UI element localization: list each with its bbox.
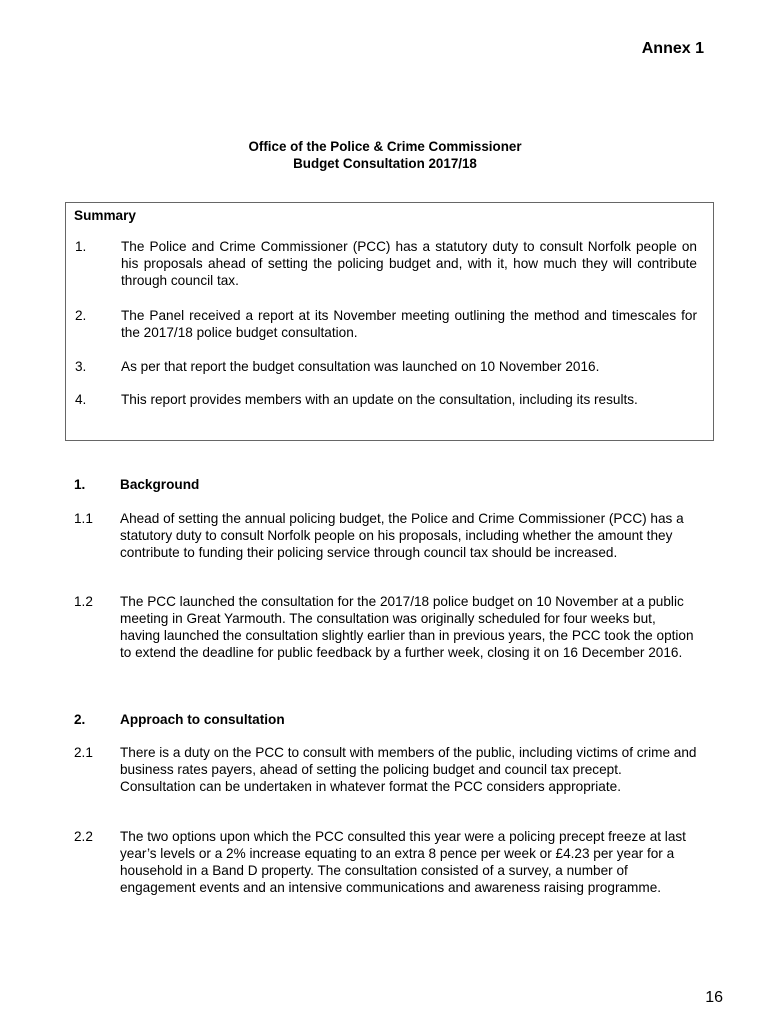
summary-item-number: 3. (75, 359, 87, 374)
summary-item-text: This report provides members with an update on the consultation, including its results. (121, 392, 638, 407)
paragraph-text: There is a duty on the PCC to consult with members of the public, including victims of crime and business rates payers, ahead of setting the policing budget and council tax precept. Consultation can be undertaken in whatever format the PCC considers appropriate. (120, 745, 697, 794)
summary-item-number: 4. (75, 392, 87, 407)
summary-item-number: 2. (75, 308, 87, 323)
annex-label: Annex 1 (641, 40, 704, 57)
summary-box (65, 202, 714, 441)
paragraph-number: 1.1 (74, 511, 93, 526)
document-title-line-2: Budget Consultation 2017/18 (293, 156, 477, 171)
page-number: 16 (705, 989, 723, 1006)
paragraph-number: 2.2 (74, 829, 93, 844)
paragraph-number: 2.1 (74, 745, 93, 760)
summary-item-text: As per that report the budget consultation was launched on 10 November 2016. (121, 359, 600, 374)
document-title (0, 138, 770, 172)
section-title: Background (120, 477, 200, 492)
document-title-line-1: Office of the Police & Crime Commissioner (248, 139, 522, 154)
paragraph-number: 1.2 (74, 594, 93, 609)
paragraph-text: The two options upon which the PCC consulted this year were a policing precept freeze at last year’s levels or a 2% increase equating to an extra 8 pence per week or £4.23 per year for a household in a Band D property. The consultation consisted of a survey, a number of engagement events and an intensive communications and awareness raising programme. (120, 829, 686, 895)
summary-item-number: 1. (75, 239, 87, 254)
paragraph-text: The PCC launched the consultation for the 2017/18 police budget on 10 November at a public meeting in Great Yarmouth. The consultation was originally scheduled for four weeks but, having launched the consultation slightly earlier than in previous years, the PCC took the option to extend the deadline for public feedback by a further week, closing it on 16 December 2016. (120, 594, 694, 660)
paragraph-text: Ahead of setting the annual policing budget, the Police and Crime Commissioner (PCC) has a statutory duty to consult Norfolk people on his proposals, including whether the amount they contribute to funding their policing service through council tax should be increased. (120, 511, 684, 560)
summary-item-text: The Panel received a report at its November meeting outlining the method and timescales for the 2017/18 police budget consultation. (121, 308, 697, 340)
section-number: 2. (74, 712, 86, 727)
summary-item-text: The Police and Crime Commissioner (PCC) has a statutory duty to consult Norfolk people on his proposals ahead of setting the policing budget and, with it, how much they will contribute through council tax. (121, 239, 697, 288)
summary-heading: Summary (74, 208, 136, 223)
section-number: 1. (74, 477, 86, 492)
section-title: Approach to consultation (120, 712, 285, 727)
